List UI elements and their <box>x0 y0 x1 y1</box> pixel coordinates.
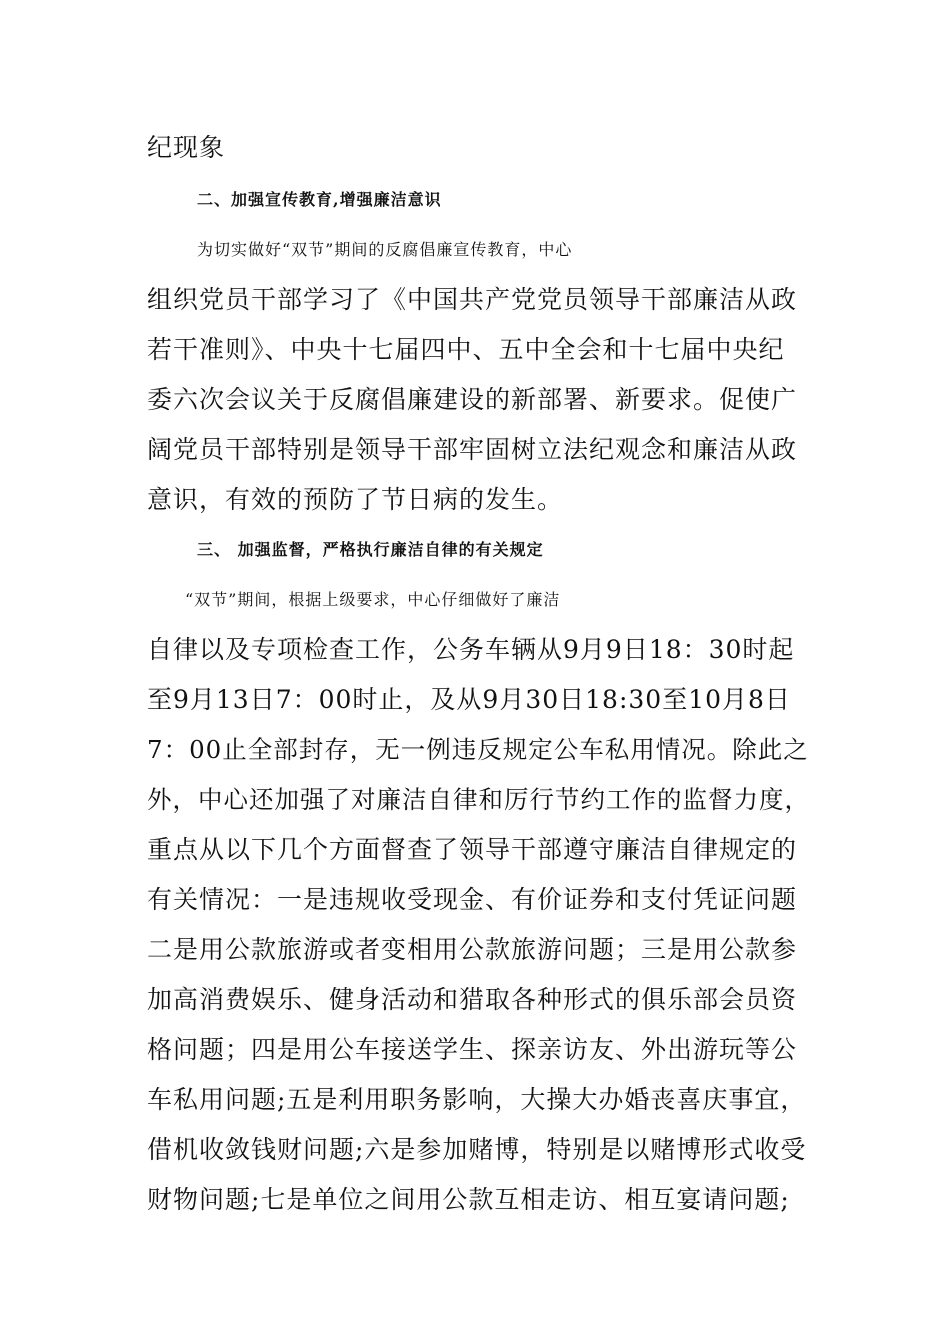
paragraph-line: 阔党员干部特别是领导干部牢固树立法纪观念和廉洁从政 <box>147 435 798 464</box>
paragraph-line: 格问题；四是用公车接送学生、探亲访友、外出游玩等公 <box>147 1035 798 1064</box>
paragraph-line: 重点从以下几个方面督查了领导干部遵守廉洁自律规定的 <box>147 835 798 864</box>
paragraph-line: 借机收敛钱财问题;六是参加赌博，特别是以赌博形式收受 <box>147 1135 807 1164</box>
paragraph-line: 加高消费娱乐、健身活动和猎取各种形式的俱乐部会员资 <box>147 985 798 1014</box>
body-text-line: 纪现象 <box>147 133 226 162</box>
paragraph-line: 有关情况：一是违规收受现金、有价证券和支付凭证问题 <box>147 885 798 914</box>
paragraph-line: “双节”期间，根据上级要求，中心仔细做好了廉洁 <box>185 590 561 609</box>
section-heading-2: 二、加强宣传教育,增强廉洁意识 <box>197 190 442 209</box>
paragraph-line: 外，中心还加强了对廉洁自律和厉行节约工作的监督力度， <box>147 785 810 814</box>
paragraph-line: 自律以及专项检查工作，公务车辆从9月9日18：30时起 <box>147 635 795 664</box>
section-heading-3: 三、 加强监督，严格执行廉洁自律的有关规定 <box>197 540 544 559</box>
paragraph-line: 意识，有效的预防了节日病的发生。 <box>147 485 564 514</box>
paragraph-line: 财物问题;七是单位之间用公款互相走访、相互宴请问题; <box>147 1185 790 1214</box>
paragraph-line: 7：00止全部封存，无一例违反规定公车私用情况。除此之 <box>147 735 809 764</box>
paragraph-line: 委六次会议关于反腐倡廉建设的新部署、新要求。促使广 <box>147 385 798 414</box>
paragraph-line: 为切实做好“双节”期间的反腐倡廉宣传教育，中心 <box>197 240 573 259</box>
paragraph-line: 二是用公款旅游或者变相用公款旅游问题；三是用公款参 <box>147 935 798 964</box>
paragraph-line: 若干准则》、中央十七届四中、五中全会和十七届中央纪 <box>147 335 785 364</box>
paragraph-line: 至9月13日7：00时止，及从9月30日18:30至10月8日 <box>147 685 791 714</box>
paragraph-line: 组织党员干部学习了《中国共产党党员领导干部廉洁从政 <box>147 285 798 314</box>
paragraph-line: 车私用问题;五是利用职务影响，大操大办婚丧喜庆事宜， <box>147 1085 807 1114</box>
